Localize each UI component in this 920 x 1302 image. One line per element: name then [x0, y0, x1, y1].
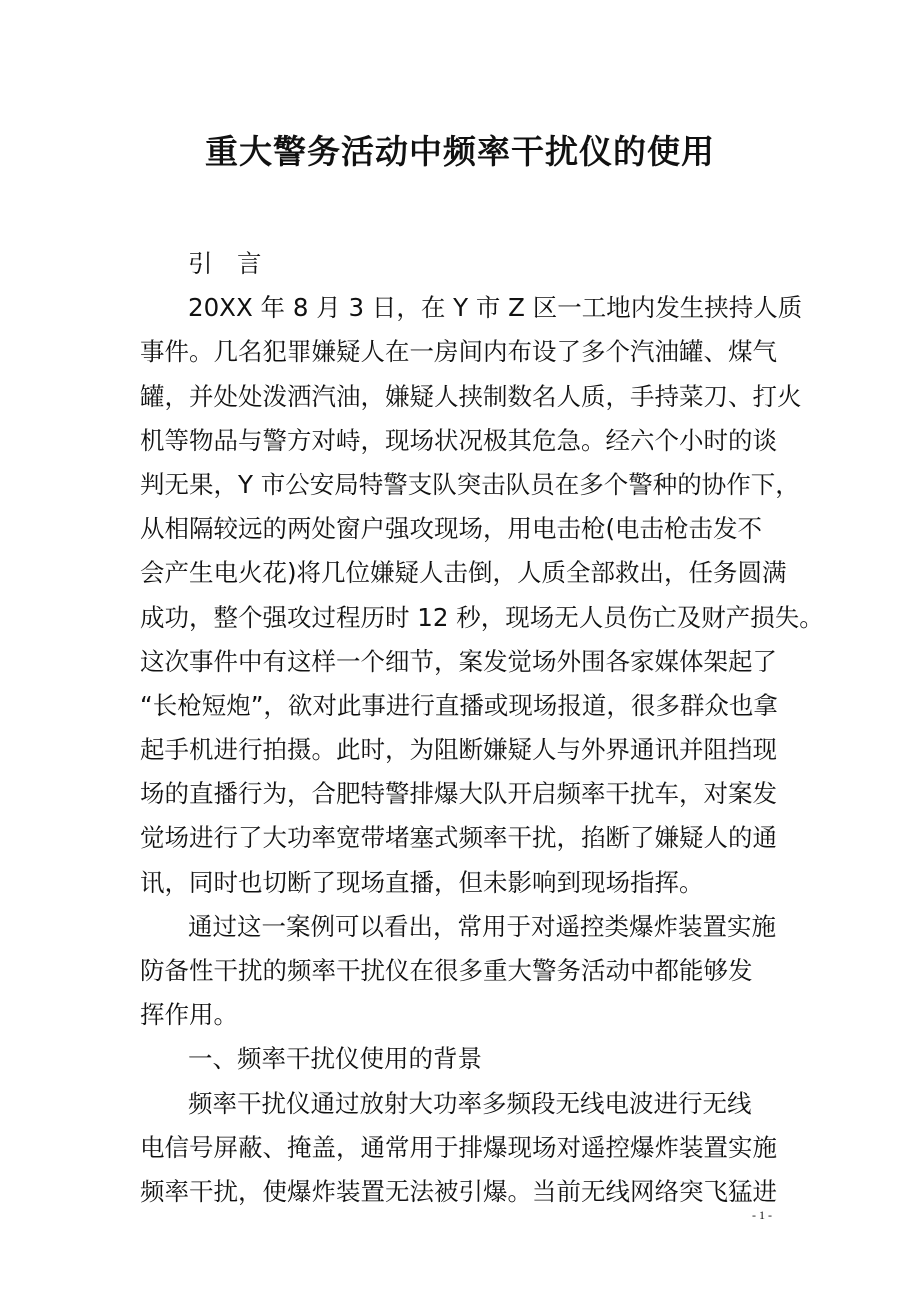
text-line: 电信号屏蔽、掩盖，通常用于排爆现场对遥控爆炸装置实施	[140, 1132, 777, 1162]
text-line: 频率干扰仪通过放射大功率多频段无线电波进行无线	[188, 1088, 752, 1118]
text-line: 讯，同时也切断了现场直播，但未影响到现场指挥。	[140, 867, 704, 897]
document-body	[140, 242, 824, 1214]
text-line: 判无果，Y 市公安局特警支队突击队员在多个警种的协作下，	[140, 469, 800, 499]
text-line: 事件。几名犯罪嫌疑人在一房间内布设了多个汽油罐、煤气	[140, 337, 777, 367]
text-line: 场的直播行为，合肥特警排爆大队开启频率干扰车，对案发	[140, 779, 777, 809]
text-line: 防备性干扰的频率干扰仪在很多重大警务活动中都能够发	[140, 956, 753, 985]
text-line: 机等物品与警方对峙，现场状况极其危急。经六个小时的谈	[140, 425, 777, 455]
text-line: “长枪短炮”，欲对此事进行直播或现场报道，很多群众也拿	[140, 690, 778, 720]
page-number: - 1 -	[752, 1208, 772, 1222]
text-line: 通过这一案例可以看出，常用于对遥控类爆炸装置实施	[188, 911, 776, 941]
text-line: 20XX 年 8 月 3 日，在 Y 市 Z 区一工地内发生挟持人质	[188, 293, 803, 323]
text-line: 起手机进行拍摄。此时，为阻断嫌疑人与外界通讯并阻挡现	[140, 735, 777, 765]
text-line: 成功，整个强攻过程历时 12 秒，现场无人员伤亡及财产损失。	[140, 602, 824, 632]
text-line: 觉场进行了大功率宽带堵塞式频率干扰，掐断了嫌疑人的通	[140, 823, 777, 853]
text-line: 引 言	[188, 249, 262, 278]
text-line: 会产生电火花)将几位嫌疑人击倒，人质全部救出，任务圆满	[140, 558, 787, 588]
text-line: 罐，并处处泼洒汽油，嫌疑人挟制数名人质，手持菜刀、打火	[140, 381, 802, 411]
text-line: 频率干扰，使爆炸装置无法被引爆。当前无线网络突飞猛进	[140, 1176, 777, 1206]
text-line: 一、频率干扰仪使用的背景	[188, 1044, 482, 1074]
document-title: 重大警务活动中频率干扰仪的使用	[205, 132, 715, 171]
text-line: 这次事件中有这样一个细节，案发觉场外围各家媒体架起了	[140, 646, 777, 676]
text-line: 挥作用。	[140, 1000, 238, 1030]
text-line: 从相隔较远的两处窗户强攻现场，用电击枪(电击枪击发不	[140, 514, 763, 544]
